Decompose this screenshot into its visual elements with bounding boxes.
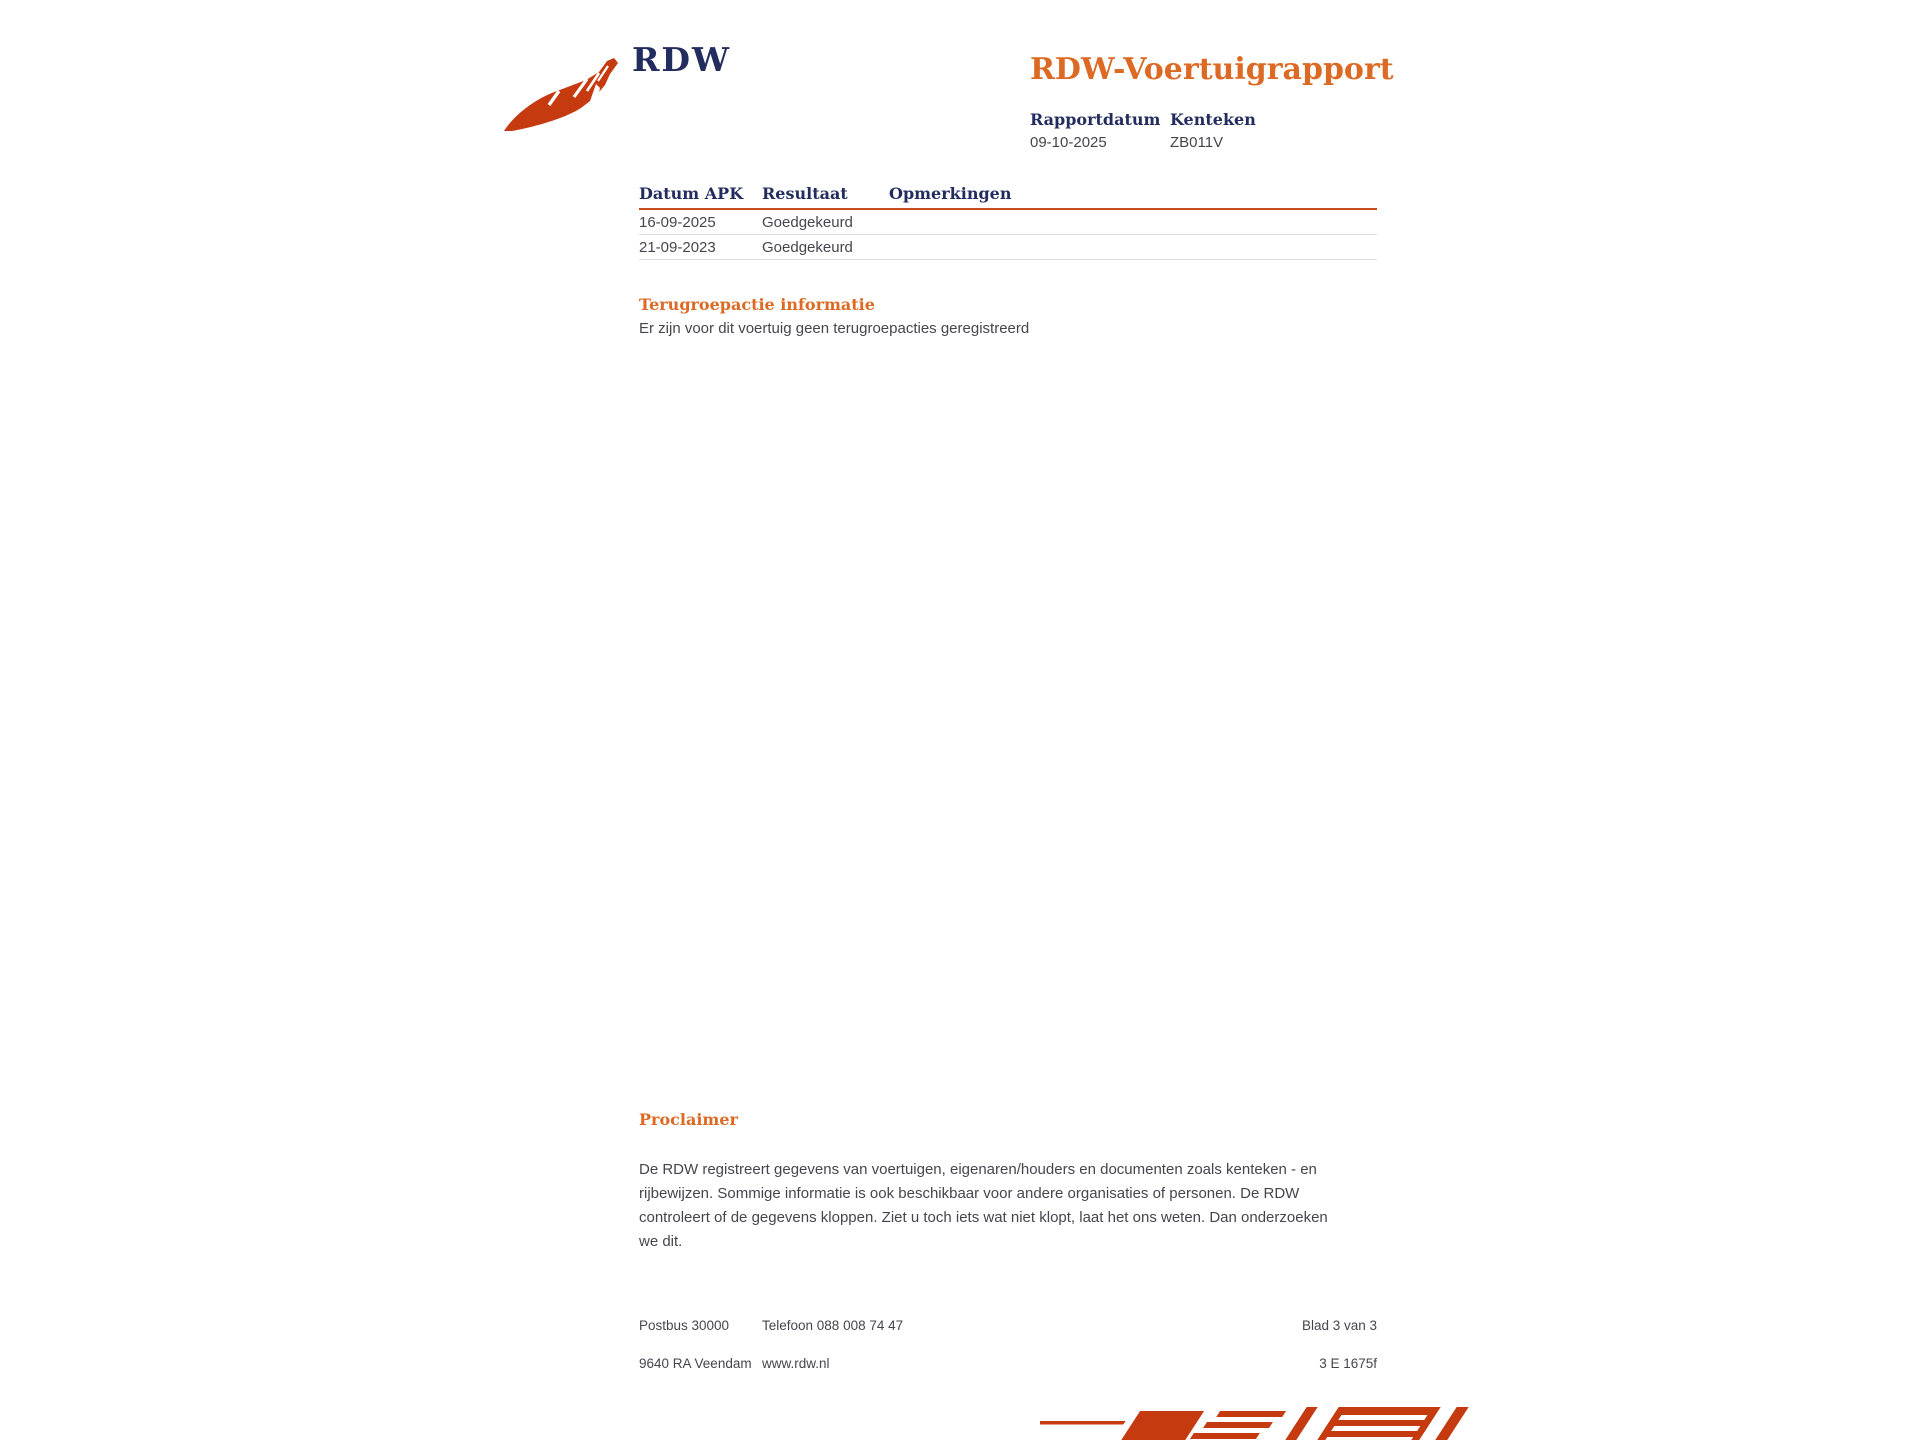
- footer-phone: Telefoon 088 008 74 47: [762, 1318, 904, 1333]
- cell-resultaat: Goedgekeurd: [762, 214, 853, 231]
- rdw-watermark-icon: [1040, 1405, 1482, 1440]
- recall-section-heading: Terugroepactie informatie: [639, 295, 875, 314]
- proclaimer-line: rijbewijzen. Sommige informatie is ook beschikbaar voor andere organisaties of personen. De RDW: [639, 1185, 1300, 1202]
- proclaimer-line: we dit.: [639, 1233, 683, 1250]
- apk-table: [639, 184, 1377, 260]
- cell-resultaat: Goedgekeurd: [762, 239, 853, 256]
- cell-datum: 21-09-2023: [639, 239, 716, 256]
- table-row: [639, 235, 1377, 260]
- report-date-value: 09-10-2025: [1030, 134, 1107, 151]
- col-header-opmerkingen: Opmerkingen: [889, 184, 1012, 203]
- proclaimer-line: controleert of de gegevens kloppen. Ziet u toch iets wat niet klopt, laat het ons weten. Dan onderzoeken: [639, 1209, 1328, 1226]
- table-row: [639, 210, 1377, 235]
- proclaimer-line: De RDW registreert gegevens van voertuigen, eigenaren/houders en documenten zoals kenteken - en: [639, 1161, 1317, 1178]
- proclaimer-body: [639, 1158, 1399, 1254]
- report-date-label: Rapportdatum: [1030, 110, 1161, 129]
- footer-form-code: 3 E 1675f: [1319, 1356, 1377, 1371]
- license-plate-label: Kenteken: [1170, 110, 1256, 129]
- recall-section-body: Er zijn voor dit voertuig geen terugroepacties geregistreerd: [639, 320, 1030, 337]
- col-header-resultaat: Resultaat: [762, 184, 848, 203]
- rdw-wordmark: RDW: [632, 40, 732, 79]
- footer-city: 9640 RA Veendam: [639, 1356, 752, 1371]
- rdw-feather-icon: [502, 52, 624, 134]
- footer-page-indicator: Blad 3 van 3: [1301, 1318, 1377, 1333]
- proclaimer-heading: Proclaimer: [639, 1110, 738, 1129]
- apk-table-header-row: [639, 184, 1377, 210]
- license-plate-value: ZB011V: [1170, 134, 1224, 151]
- cell-datum: 16-09-2025: [639, 214, 716, 231]
- page-title: RDW-Voertuigrapport: [1030, 52, 1394, 87]
- footer-postbox: Postbus 30000: [639, 1318, 730, 1333]
- cell-opmerkingen: [889, 210, 1377, 234]
- footer-website: www.rdw.nl: [762, 1356, 830, 1371]
- cell-opmerkingen: [889, 235, 1377, 259]
- col-header-datum-apk: Datum APK: [639, 184, 744, 203]
